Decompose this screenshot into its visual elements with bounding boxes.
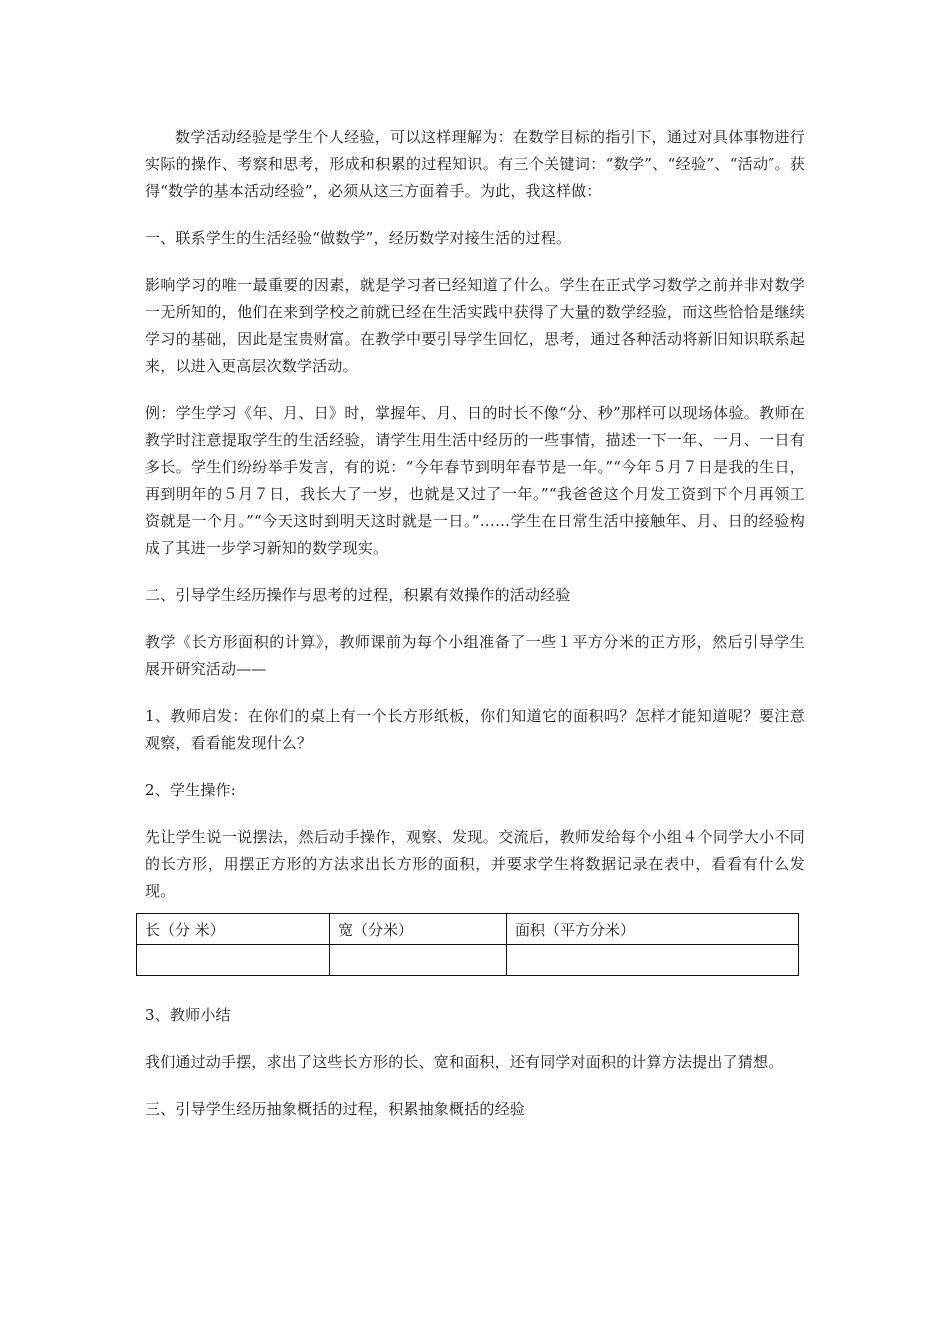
section-1-heading: 一、联系学生的生活经验“做数学”，经历数学对接生活的过程。 bbox=[145, 229, 572, 247]
step-2-heading: 2、学生操作: bbox=[145, 781, 236, 799]
section-1-example: 例：学生学习《年、月、日》时，掌握年、月、日的时长不像“分、秒”那样可以现场体验。教师在教学时注意提取学生的生活经验，请学生用生活中经历的一些事情，描述一下一年、一月、一日有多长。学生们纷纷举手发言，有的说：“今年春节到明年春节是一年。”“今年５月７日是我的生日，再到明年的５月７日，我长大了一岁，也就是又过了一年。”“我爸爸这个月发工资到下个月再领工资就是一个月。”“今天这时到明天这时就是一日。”……学生在日常生活中接触年、月、日的经验构成了其进一步学习新知的数学现实。 bbox=[145, 404, 805, 557]
step-3-paragraph: 我们通过动手摆，求出了这些长方形的长、宽和面积，还有同学对面积的计算方法提出了猜想。 bbox=[145, 1053, 784, 1071]
section-1-paragraph: 影响学习的唯一最重要的因素，就是学习者已经知道了什么。学生在正式学习数学之前并非对数学一无所知的，他们在来到学校之前就已经在生活实践中获得了大量的数学经验，而这些恰恰是继续学习的基础，因此是宝贵财富。在教学中要引导学生回忆，思考，通过各种活动将新旧知识联系起来，以进入更高层次数学活动。 bbox=[145, 276, 805, 375]
intro-paragraph: 数学活动经验是学生个人经验，可以这样理解为：在数学目标的指引下，通过对具体事物进行实际的操作、考察和思考，形成和积累的过程知识。有三个关键词：“数学”、“经验”、“活动″。获得“数学的基本活动经验”，必须从这三方面着手。为此，我这样做： bbox=[145, 128, 805, 200]
section-2-paragraph: 教学《长方形面积的计算》，教师课前为每个小组准备了一些１平方分米的正方形，然后引导学生展开研究活动—— bbox=[145, 633, 805, 678]
measurement-table bbox=[136, 913, 799, 976]
table-header-length: 长（分 米） bbox=[137, 914, 330, 945]
table-header-width: 宽（分米） bbox=[330, 914, 507, 945]
step-2-paragraph: 先让学生说一说摆法，然后动手操作，观察、发现。交流后，教师发给每个小组４个同学大小不同的长方形，用摆正方形的方法求出长方形的面积，并要求学生将数据记录在表中，看看有什么发现。 bbox=[145, 828, 805, 900]
table-row bbox=[137, 945, 799, 976]
table-cell-width bbox=[330, 945, 507, 976]
table-header-area: 面积（平方分米） bbox=[507, 914, 799, 945]
step-1-paragraph: 1、教师启发：在你们的桌上有一个长方形纸板，你们知道它的面积吗？怎样才能知道呢？要注意观察，看看能发现什么？ bbox=[145, 707, 805, 752]
table-header-row bbox=[137, 914, 799, 945]
table-cell-area bbox=[507, 945, 799, 976]
document-body bbox=[145, 124, 805, 1123]
step-3-heading: 3、教师小结 bbox=[145, 1006, 231, 1024]
section-3-heading: 三、引导学生经历抽象概括的过程，积累抽象概括的经验 bbox=[145, 1100, 526, 1118]
table-cell-length bbox=[137, 945, 330, 976]
section-2-heading: 二、引导学生经历操作与思考的过程，积累有效操作的活动经验 bbox=[145, 586, 571, 604]
